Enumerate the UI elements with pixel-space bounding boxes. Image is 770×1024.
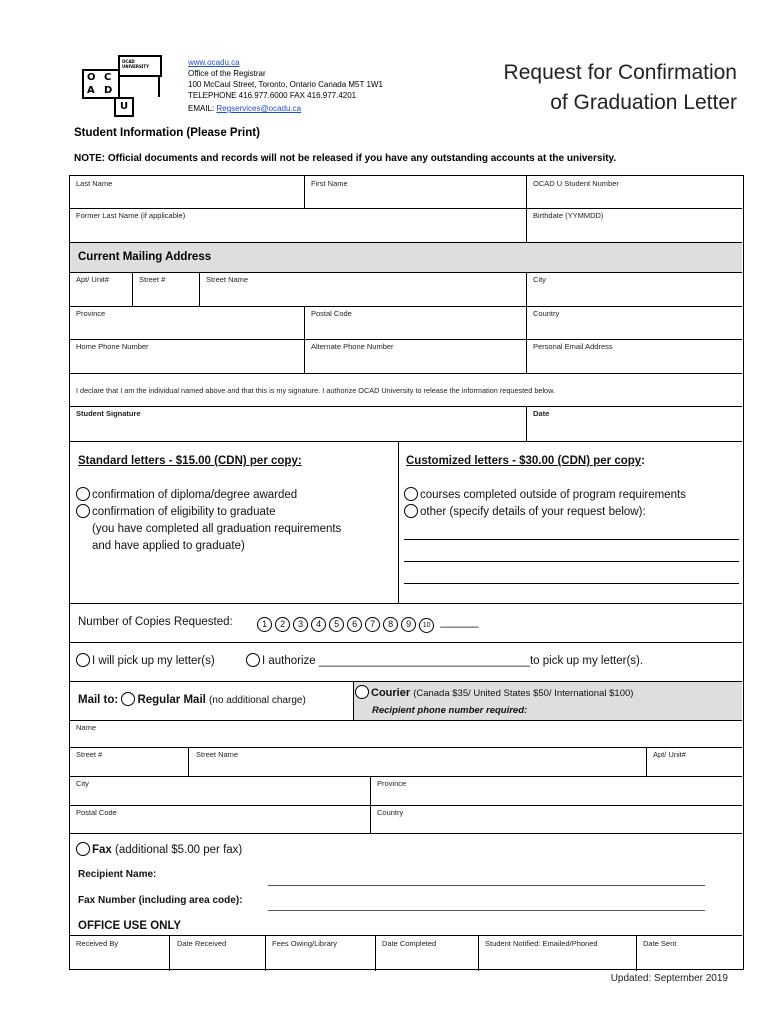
radio-icon[interactable] — [404, 487, 418, 501]
option-authorize-pickup[interactable] — [246, 653, 643, 670]
radio-icon[interactable] — [355, 685, 369, 699]
fax-recipient-input[interactable] — [268, 885, 705, 886]
other-details-line-2[interactable] — [404, 561, 739, 562]
alternate-phone-field[interactable]: Alternate Phone Number — [311, 342, 394, 351]
mail-country-field[interactable]: Country — [377, 808, 404, 817]
copies-option-9[interactable]: 9 — [401, 617, 416, 632]
apt-unit-field[interactable]: Apt/ Unit# — [76, 275, 109, 284]
logo-letter-d: D — [104, 85, 113, 96]
personal-email-field[interactable]: Personal Email Address — [533, 342, 613, 351]
customized-letters-heading — [406, 453, 645, 470]
other-details-line-1[interactable] — [404, 539, 739, 540]
radio-icon[interactable] — [76, 842, 90, 856]
signature-date-field[interactable]: Date — [533, 409, 550, 418]
contact-block — [188, 57, 383, 114]
website-link[interactable]: www.ocadu.ca — [188, 58, 240, 67]
date-received-field[interactable]: Date Received — [177, 939, 227, 948]
radio-icon[interactable] — [404, 504, 418, 518]
authorize-prefix: I authorize — [262, 655, 319, 667]
fax-number-input[interactable] — [268, 910, 705, 911]
mail-city-field[interactable]: City — [76, 779, 89, 788]
option-eligibility[interactable] — [76, 504, 275, 521]
radio-icon[interactable] — [76, 653, 90, 667]
last-name-field[interactable]: Last Name — [76, 179, 113, 188]
option-self-pickup[interactable] — [76, 653, 215, 670]
logo-letter-o: O — [87, 72, 96, 83]
option-diploma-awarded[interactable] — [76, 487, 297, 504]
other-details-line-3[interactable] — [404, 583, 739, 584]
standard-letters-heading-text: Standard letters - $15.00 (CDN) per copy: — [78, 455, 302, 467]
student-info-heading: Student Information (Please Print) — [74, 127, 260, 139]
student-notified-field[interactable]: Student Notified: Emailed/Phoned — [485, 939, 598, 948]
customized-letters-heading-text: Customized letters - $30.00 (CDN) per copy — [406, 455, 642, 467]
postal-code-field[interactable]: Postal Code — [311, 309, 352, 318]
office-use-heading: OFFICE USE ONLY — [78, 920, 182, 932]
logo-letter-c: C — [104, 72, 112, 83]
form-title-line2: of Graduation Letter — [550, 91, 737, 114]
mail-province-field[interactable]: Province — [377, 779, 407, 788]
country-field[interactable]: Country — [533, 309, 560, 318]
authorize-name-blank[interactable]: _________________________________ — [318, 655, 530, 667]
option-fax[interactable] — [76, 842, 242, 859]
phone-fax: TELEPHONE 416.977.6000 FAX 416.977.4201 — [188, 91, 357, 100]
student-number-field[interactable]: OCAD U Student Number — [533, 179, 619, 188]
first-name-field[interactable]: First Name — [311, 179, 348, 188]
mail-street-number-field[interactable]: Street # — [76, 750, 103, 759]
option-self-pickup-label: I will pick up my letter(s) — [92, 655, 215, 667]
customized-heading-colon: : — [641, 455, 646, 467]
ocad-logo — [82, 55, 162, 117]
radio-icon[interactable] — [76, 504, 90, 518]
street-name-field[interactable]: Street Name — [206, 275, 249, 284]
logo-small-line1: OCAD — [122, 59, 135, 64]
copies-option-10[interactable]: 10 — [419, 618, 434, 633]
fax-number-label: Fax Number (including area code): — [78, 895, 243, 906]
province-field[interactable]: Province — [76, 309, 106, 318]
fax-label: Fax — [92, 844, 112, 856]
mail-street-name-field[interactable]: Street Name — [196, 750, 239, 759]
declaration-text: I declare that I am the individual named above and that this is my signature. I authorize OCAD University to release the information requested below. — [76, 386, 556, 395]
copies-option-5[interactable]: 5 — [329, 617, 344, 632]
regular-mail-note: (no additional charge) — [209, 695, 306, 706]
mailing-address-heading: Current Mailing Address — [78, 251, 212, 263]
copies-option-3[interactable]: 3 — [293, 617, 308, 632]
date-sent-field[interactable]: Date Sent — [643, 939, 677, 948]
received-by-field[interactable]: Received By — [76, 939, 119, 948]
option-courier[interactable] — [355, 685, 633, 702]
option-courses-completed[interactable] — [404, 487, 686, 504]
logo-letter-u: U — [120, 101, 129, 112]
courier-phone-required: Recipient phone number required: — [372, 705, 528, 716]
request-form — [69, 175, 744, 970]
standard-letters-heading — [78, 453, 302, 470]
birthdate-field[interactable]: Birthdate (YYMMDD) — [533, 211, 604, 220]
option-regular-mail[interactable] — [78, 692, 306, 709]
mail-name-field[interactable]: Name — [76, 723, 97, 732]
outstanding-accounts-note: NOTE: Official documents and records will not be released if you have any outstanding accounts at the university. — [74, 153, 617, 164]
form-title — [504, 58, 737, 118]
copies-option-8[interactable]: 8 — [383, 617, 398, 632]
mail-apt-unit-field[interactable]: Apt/ Unit# — [653, 750, 686, 759]
option-other-label: other (specify details of your request below): — [420, 506, 646, 518]
former-last-name-field[interactable]: Former Last Name (if applicable) — [76, 211, 186, 220]
radio-icon[interactable] — [76, 487, 90, 501]
fax-note: (additional $5.00 per fax) — [115, 844, 243, 856]
option-eligibility-label: confirmation of eligibility to graduate — [92, 506, 276, 518]
eligibility-note-2: and have applied to graduate) — [92, 540, 245, 552]
mail-postal-code-field[interactable]: Postal Code — [76, 808, 117, 817]
copies-option-6[interactable]: 6 — [347, 617, 362, 632]
authorize-suffix: to pick up my letter(s). — [529, 655, 644, 667]
date-completed-field[interactable]: Date Completed — [382, 939, 437, 948]
office-address: 100 McCaul Street, Toronto, Ontario Canada M5T 1W1 — [188, 80, 383, 89]
courier-label: Courier — [371, 687, 411, 699]
logo-letter-a: A — [87, 85, 95, 96]
radio-icon[interactable] — [121, 692, 135, 706]
updated-date: Updated: September 2019 — [610, 973, 728, 984]
copies-label: Number of Copies Requested: — [78, 616, 233, 628]
street-number-field[interactable]: Street # — [139, 275, 166, 284]
copies-option-4[interactable]: 4 — [311, 617, 326, 632]
copies-option-1[interactable]: 1 — [257, 617, 272, 632]
email-label: EMAIL: — [188, 104, 215, 113]
copies-option-7[interactable]: 7 — [365, 617, 380, 632]
option-other[interactable] — [404, 504, 646, 521]
email-link[interactable]: Regservices@ocadu.ca — [216, 104, 302, 113]
city-field[interactable]: City — [533, 275, 546, 284]
form-title-line1: Request for Confirmation — [503, 61, 737, 84]
eligibility-note-1: (you have completed all graduation requirements — [92, 523, 342, 535]
fees-owing-field[interactable]: Fees Owing/Library — [272, 939, 338, 948]
copies-row — [78, 614, 479, 633]
home-phone-field[interactable]: Home Phone Number — [76, 342, 149, 351]
copies-other-blank[interactable]: ______ — [440, 616, 479, 628]
radio-icon[interactable] — [246, 653, 260, 667]
mail-to-label: Mail to: — [78, 694, 119, 706]
logo-small-line2: UNIVERSITY — [122, 64, 149, 69]
option-diploma-awarded-label: confirmation of diploma/degree awarded — [92, 489, 298, 501]
student-signature-field[interactable]: Student Signature — [76, 409, 141, 418]
office-name: Office of the Registrar — [188, 69, 266, 78]
courier-note: (Canada $35/ United States $50/ International $100) — [413, 688, 634, 699]
regular-mail-label: Regular Mail — [137, 694, 206, 706]
option-courses-completed-label: courses completed outside of program requirements — [420, 489, 686, 501]
copies-option-2[interactable]: 2 — [275, 617, 290, 632]
fax-recipient-label: Recipient Name: — [78, 869, 157, 880]
